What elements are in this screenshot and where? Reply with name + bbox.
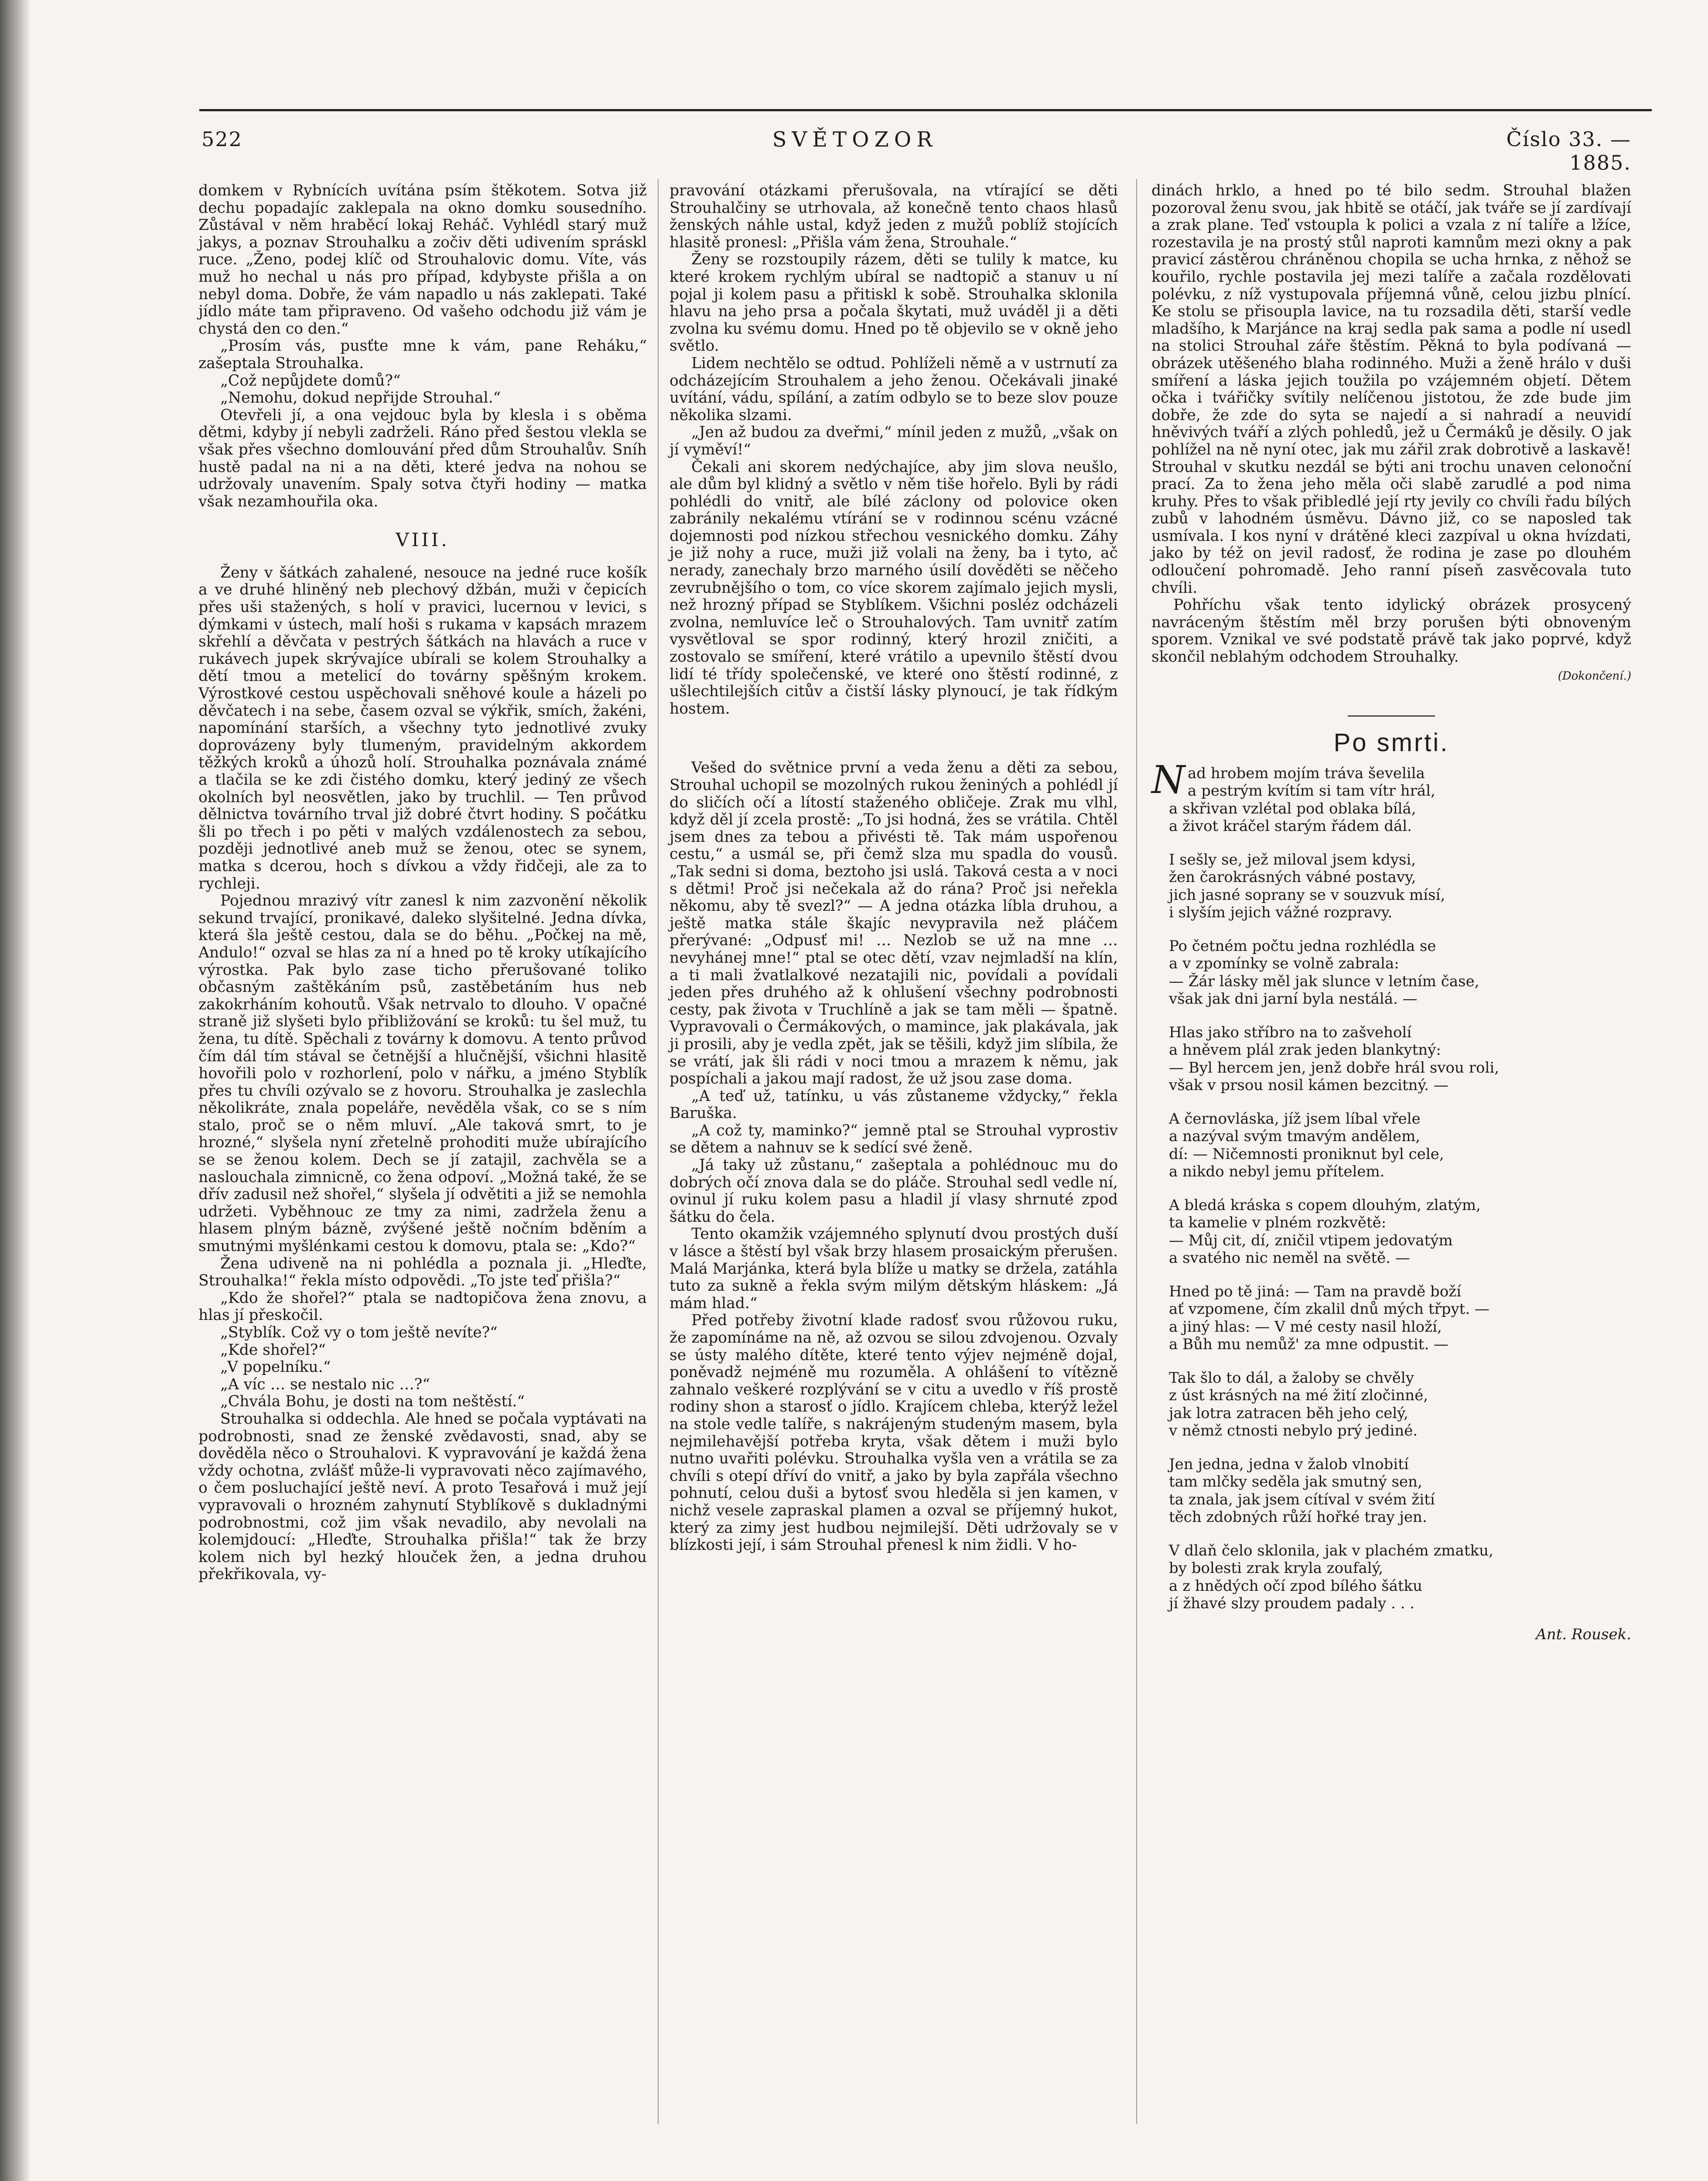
page-number: 522 [202,127,243,151]
paragraph: „Já taky už zůstanu,“ zašeptala a pohlédnouc mu do dobrých očí znova dala se do pláče. Strouhal sedl vedle ní, ovinul jí ruku kolem pasu a hladil jí vlasy shrnuté zpod šátku do čela. [670,1156,1118,1226]
paragraph: „Kde shořel?“ [220,1341,326,1359]
poem-line: Hlas jako stříbro na to zašveholí [1169,1023,1412,1041]
paragraph: Ženy v šátkách zahalené, nesouce na jedné ruce košík a ve druhé hliněný neb plechový džbán, muži v čepicích přes uši stažených, s holí v pravici, lucernou v levici, s dýmkami v ústech, malí hoši s rukama v kapsách mrazem skřehlí a děvčata v pestrých šátkách na hlavách a ruce v rukávech jupek skrývajíce ubírali se kolem Strouhalky a dětí tmou a metelicí do továrny spěšným krokem. Výrostkové cestou uspěchovali sněhové koule a házeli po děvčatech i na sebe, časem ozval se výkřik, smích, žakéni, napomínání starších, a všechny tyto jednotlivé zvuky doprovázeny byly tlumeným, pravidelným akkordem těžkých kroků a úhozů holí. Strouhalka poznávala známé a tlačila se ke zdi čistého domku, který jediný ze všech okolních byl neosvětlen, jako by truchlil. — Ten průvod dělnictva továrního trval již dobré čtvrt hodiny. S počátku šli po třech i po pěti v malých vzdálenostech za sebou, později jednotlivé aneb muž se ženou, otec se synem, matka s dcerou, hoch s dívkou a vždy řidčeji, ale za to rychleji. [198,564,647,892]
column-rule [658,179,659,2124]
paragraph: Čekali ani skorem nedýchajíce, aby jim slova neušlo, ale dům byl klidný a světlo v něm tiše hořelo. Byli by rádi pohlédli do vnitř, ale bílé záclony od polovice oken zabránily nekalému vtírání se v rodinnou scénu vzácné dojemnosti pod nízkou střechou vesnického domku. Záhy je již nohy a ruce, muži již volali na ženy, ba i tyto, ač nerady, zanechaly brzo marného úsilí dověděti se něčeho zevrubnějšího o tom, co více skorem zajímalo jejich mysli, než hrozný případ se Styblíkem. Všichni posléz odcházeli zvolna, nemluvíce leč o Strouhalových. Tam uvnitř zatím vysvětloval se spor rodinný, který hrozil zničiti, a zostovalo se smíření, které vrátilo a upevnilo štěstí dvou lidí té třídy společenské, ve které ono štěstí rodinné, z ušlechtilejších citův a čistší lásky plynoucí, je tak řídkým hostem. [670,458,1118,718]
paragraph: „A což ty, maminko?“ jemně ptal se Strouhal vyprostiv se dětem a nahnuv se k sedící své ženě. [670,1121,1118,1157]
separator-rule [1348,715,1435,717]
poem-line: jí žhavé slzy proudem padaly . . . [1169,1595,1415,1613]
poem-line: a Bůh mu nemůž' za mne odpustit. — [1169,1336,1449,1354]
paragraph: Žena udiveně na ni pohlédla a poznala ji. „Hleďte, Strouhalka!“ řekla místo odpovědi. „To jste teď přišla?“ [198,1255,647,1290]
paragraph: „Prosím vás, pusťte mne k vám, pane Reháku,“ zašeptala Strouhalka. [198,337,647,372]
poem-line: V dlaň čelo sklonila, jak v plachém zmatku, [1169,1542,1493,1559]
journal-title: SVĚTOZOR [772,127,938,152]
poem-stanza [1169,1024,1631,1094]
paragraph: Lidem nechtělo se odtud. Pohlíželi němě a v ustrnutí za odcházejícím Strouhalem a jeho ženou. Očekávali jinaké uvítání, vádu, spílání, a zatím odbylo se to beze slov pouze několika slzami. [670,354,1118,424]
poem-line: A černovláska, jíž jsem líbal vřele [1169,1110,1421,1128]
paragraph: Strouhalka si oddechla. Ale hned se počala vyptávati na podrobnosti, snad ze ženské zvědavosti, snad, aby se dověděla něco o Strouhalovi. K vypravování je každá žena vždy ochotna, zvlášť může-li vypravovati něco zajímavého, o čem posluchající ještě neví. A proto Tesařová i muž její vypravovali o hrozném zahynutí Styblíkově s dukladnými podrobnostmi, což jim však nevadilo, aby nevolali na kolemjdoucí: „Hleďte, Strouhalka přišla!“ tak že brzy kolem nich byl hezký hlouček žen, a jedna druhou překřikovala, vy- [198,1410,647,1583]
paragraph: „A teď už, tatínku, u vás zůstaneme vždycky,“ řekla Baruška. [670,1087,1118,1122]
paragraph: „Nemohu, dokud nepřijde Strouhal.“ [220,389,501,407]
poem [1151,757,1631,1644]
paragraph: „Kdo že shořel?“ ptala se nadtopičova žena znovu, a hlas jí přeskočil. [198,1289,647,1324]
poem-line: by bolesti zrak kryla zoufalý, [1169,1559,1383,1577]
poem-line: i slyším jejich vážné rozpravy. [1169,904,1393,922]
poem-line: a skřivan vzlétal pod oblaka bílá, [1169,800,1416,817]
issue-info: Číslo 33. — 1885. [1506,127,1631,174]
poem-stanza [1169,1196,1631,1267]
column-1 [198,182,647,1583]
poem-line: v němž ctnosti nebylo prý jediné. [1169,1422,1418,1440]
poem-line: a život kráčel starým řádem dál. [1169,817,1412,835]
paragraph: Před potřeby životní klade radosť svou růžovou ruku, že zapomínáme na ně, až ozvou se silou zdvojenou. Ozvaly se ústy malého dítěte, které tento výjev nejméně dojal, poněvadž nejméně mu rozuměla. A ohlášení to vítězně zahnalo veškeré rozplývání se v citu a uvedlo v říš prostě rodiny shon a starosť o jídlo. Krajícem chleba, kterýž ležel na stole vedle talíře, s nakrájeným studeným masem, byla neјmilehavější potřeba kryta, však dětem i muži bylo nutno uvařiti polévku. Strouhalka vyšla ven a vrátila se za chvíli s otepí dříví do vnitř, a jako by byla zapřála všechno pohnutí, celou duši a bytosť svou hleděla si jen kamen, v nichž vesele zapraskal plamen a ozval se příjemný hukot, který za zimy jest hudbou nejmilejší. Děti udržovaly se v blízkosti její, i sám Strouhal přenesl k nim židli. V ho- [670,1312,1118,1554]
poem-line: ta znala, jak jsem cítíval v svém žití [1169,1490,1435,1508]
poem-line: z úst krásných na mé žití zločinné, [1169,1387,1428,1405]
poem-line: dí: — Ničemnosti proniknut byl cele, [1169,1145,1444,1163]
poem-line: ta kamelie v plném rozkvětě: [1169,1214,1387,1232]
poem-line: těch zdobných růží hořké tray jen. [1169,1508,1427,1526]
paragraph: Pojednou mrazivý vítr zanesl k nim zazvonění několik sekund trvající, pronikavé, daleko slyšitelné. Jedna dívka, která šla ještě cestou, dala se do běhu. „Počkej na mě, Andulo!“ ozval se hlas za ní a hned po tě kroky utíkajícího výrostka. Pak bylo zase ticho přerušované toliko občasným zaštěkáním psů, zastěbetáním hus neb zakokrháním kohoutů. Však netrvalo to dlouho. V opačné straně již slyšeti bylo přibližování se kroků: tu šel muž, tu žena, tu dítě. Spěchali z továrny k domovu. A tento průvod čím dál tím stával se četnější a hlučnější, všichni hlasitě hovořili polo v rozhorlení, polo v nářku, a jméno Styblík přes tu chvíli ozývalo se z hovoru. Strouhalka je zaslechla několikráte, znala popeláře, nevěděla však, co se s ním stalo, proč se o něm mluví. „Ale taková smrt, to je hrozné,“ slyšela nyní zřetelně prohoditi muže ubírajícího se se ženou kolem. Dech se jí zatajil, zachvěla se a naslouchala zimnicně, co žena odpoví. „Možná také, že se dřív zadusil než shořel,“ slyšela jí odvětiti a již se nemohla udržeti. Vyběhnouc ze tmy za nimi, zadržela ženu a hlasem plným bázně, zvýšené ještě nočním bděním a smutnými myšlénkami cestou k domovu, ptala se: „Kdo?“ [198,892,647,1255]
poem-line: však jak dni jarní byla nestálá. — [1169,990,1418,1008]
section-heading: VIII. [396,529,450,551]
poem-line: jak lotra zatracen běh jeho celý, [1169,1404,1408,1422]
poem-stanza [1169,1542,1631,1613]
poem-stanza [1169,1283,1631,1354]
paragraph: pravování otázkami přerušovala, na vtírající se děti Strouhalčiny se utrhovala, až konečně tento chaos hlasů ženských náhle ustal, když jeden z mužů poblíž stojících hlasitě pronesl: „Přišla vám žena, Strouhale.“ [670,182,1118,251]
header-rule [199,109,1652,111]
poem-title: Po smrti. [1333,728,1449,757]
paragraph: Pohříchu však tento idylický obrázek prosycený navráceným štěstím měl brzy porušen býti obnoveným sporem. Vznikal ve své podstatě právě tak jako poprvé, když skončil neblahým odchodem Strouhalky. [1151,596,1631,666]
paragraph: domkem v Rybnících uvítána psím štěkotem. Sotva již dechu popadajíc zaklepala na okno domku sousedního. Zůstával v něm hraběcí lokaj Reháč. Vyhlédl starý muž jakys, a poznav Strouhalku a zočiv děti udivením spráskl ruce. „Ženo, podej klíč od Strouhalovic domu. Víte, vás muž ho nechal u nás pro případ, kdybyste přišla a on nebyl doma. Dobře, že vám napadlo u nás zaklepati. Také jídlo máte tam připraveno. Od vašeho odchodu již vám je chystá den co den.“ [198,182,647,338]
poem-author: Ant. Rousek. [1536,1625,1631,1643]
poem-line: a hněvem plál zrak jeden blankytný: [1169,1041,1441,1059]
continuation-note: (Dokončení.) [1558,669,1631,683]
poem-line: žen čarokrásných vábné postavy, [1169,868,1416,886]
poem-stanza [1169,1110,1631,1181]
poem-line: A bledá kráska s copem dlouhým, zlatým, [1169,1196,1481,1214]
poem-line: a nikdo nebyl jemu přítelem. [1169,1163,1385,1181]
poem-line: I sešly se, jež miloval jsem kdysi, [1169,851,1416,868]
column-rule [1136,179,1137,2124]
poem-stanza [1169,1456,1631,1526]
poem-line: a svatého nic neměl na světě. — [1169,1249,1410,1267]
column-3 [1151,182,1631,1643]
poem-line: — Můj cit, dí, zničil vtipem jedovatým [1169,1231,1453,1249]
paragraph: „A víc … se nestalo nic …?“ [220,1375,430,1393]
poem-stanza [1169,851,1631,922]
poem-line: ad hrobem mojím tráva ševelila [1188,764,1425,782]
drop-cap: N [1151,757,1185,802]
poem-line: tam mlčky seděla jak smutný sen, [1169,1473,1422,1491]
poem-line: jich jasné soprany se v souzvuk mísí, [1169,886,1445,904]
poem-line: Tak šlo to dál, a žaloby se chvěly [1169,1369,1414,1387]
column-2 [670,182,1118,1554]
paragraph: Ženy se rozstoupily rázem, děti se tulily k matce, ku které krokem rychlým ubíral se nadtopič a stanuv u ní pojal ji kolem pasu a přitiskl k sobě. Strouhalka sklonila hlavu na jeho prsa a počala škytati, muž uváděl ji a děti zvolna ku svému domu. Hned po tě objevilo se v okně jeho světlo. [670,251,1118,355]
poem-stanza [1169,937,1631,1008]
poem-line: a pestrým kvítím si tam vítr hrál, [1188,782,1435,800]
poem-line: — Byl hercem jen, jenž dobře hrál svou roli, [1169,1059,1500,1077]
poem-line: ať vzpomene, čím zkalil dnů mých třpyt. — [1169,1300,1490,1318]
poem-line: Po četném počtu jedna rozhlédla se [1169,937,1436,955]
poem-line: a nazýval svým tmavým andělem, [1169,1128,1421,1145]
binding-shadow [0,0,31,2181]
paragraph: „Jen až budou za dveřmi,“ mínil jeden z mužů, „však on jí vyměví!“ [670,424,1118,458]
paragraph: Tento okamžik vzájemného splynutí dvou prostých duší v lásce a štěstí byl však brzy hlasem prosaickým přerušen. Malá Marjánka, která byla blíže u matky se držela, zatáhla tuto za sukně a řekla svým milým dětským hláskem: „Já mám hlad.“ [670,1225,1118,1312]
poem-stanza [1169,1369,1631,1440]
poem-line: a v zpomínky se volně zabrala: [1169,955,1399,973]
poem-line: a jiný hlas: — V mé cesty nasil hloží, [1169,1318,1442,1336]
paragraph: „Styblík. Což vy o tom ještě nevíte?“ [220,1324,498,1341]
poem-stanza [1151,757,1631,835]
poem-line: Jen jedna, jedna v žalob vlnobití [1169,1455,1409,1473]
paragraph: dinách hrklo, a hned po té bilo sedm. Strouhal blažen pozoroval ženu svou, jak hbitě se otáčí, jak tváře se jí zardívají a zrak plane. Teď vstoupla k polici a vzala z ní talíře a lžíce, rozestavila je na prostý stůl naproti kamnům mezi okny a pak pravicí zástěrou chráněnou chopila se ucha hrnka, z něhož se kouřilo, rychle postavila jej mezi talíře a začala rozdělovati polévku, z níž vystupovala příjemná vůně, celou jizbu plnící. Ke stolu se přisoupla lavice, na tu rozsadila děti, starší vedle mladšího, k Marjánce na kraj sedla pak sama a podle ní usedl na stolici Strouhal záře štěstím. Pěkná to byla podívaná — obrázek utěšeného blaha rodinného. Muži a ženě hrálo v duši smíření a láska jejich toužila po vzájemném objetí. Dětem očka i tvářičky svítily nelíčenou jistotou, že zde bude jim dobře, že zde do syta se najedí a si nahradí a neuvidí hněvivých tváří a zlých pohledů, jež u Čermáků je děsily. O jak pohlížel na ně nyní otec, jak mu zářil zrak dobrotivě a laskavě! Strouhal v skutku nezdál se býti ani trochu unaven celonoční prací. Za to žena jeho měla oči slabě zarudlé a pod nima kruhy. Přes to však přibledlé její rty jevily co chvíli řadu bílých zubů v lahodném úsměvu. Dávno již, co se naposled tak usmívala. I kos nyní v drátěné kleci zazpíval u okna hvízdati, jako by též on jevil radosť, že rodina je zase po dlouhém odloučení pohromadě. Jeho ranní píseň zasvěcovala tuto chvíli. [1151,182,1631,597]
paragraph: „Což nepůjdete domů?“ [220,372,401,390]
poem-line: Hned po tě jiná: — Tam na pravdě boží [1169,1282,1462,1300]
paragraph: Vešed do světnice první a veda ženu a děti za sebou, Strouhal uchopil se mozolných rukou ženiných a pohlédl jí do sličích očí a lítostí staženého obličeje. Zrak mu vlhl, když děl jí zcela prostě: „To jsi hodná, žes se vrátila. Chtěl jsem dnes za tebou a přivésti tě. Tak mám uspořenou cestu,“ a usmál se, při čemž slza mu spadla do vousů. „Tak sedni si doma, beztoho jsi uslá. Taková cesta a v noci s dětmi! Proč jsi nečekala až do rána? Proč jsi neřekla někomu, aby tě svezl?“ — A jedna otázka líbla druhou, a ještě matka stále škajíc nevypravila než pláčem přerývané: „Odpusť mi! … Nezlob se už na mne … nevyhánej mne!“ ptal se otec dětí, vzav nejmladší na klín, a ti mali žvatlalkové nezatajili nic, povídali a povídali jeden přes druhého až k ohlušení všechny podrobnosti cesty, pak života v Truchlíně a jak se tam měli — špatně. Vypravovali o Čermákových, o mamince, jak plakávala, jak ji prosili, aby je vedla zpět, jak se těšili, když jim slíbila, že se vrátí, jak šli rádi v noci tmou a mrazem k němu, jak pospíchali a jakou mají radost, že už jsou zase doma. [670,759,1118,1088]
paragraph: „Chvála Bohu, je dosti na tom neštěstí.“ [220,1393,525,1411]
poem-line: však v prsou nosil kámen bezcitný. — [1169,1077,1448,1094]
paragraph: Otevřeli jí, a ona vejdouc byla by klesla i s oběma dětmi, kdyby jí nebyli zadrželi. Ráno před šestou vlekla se však přes všechno domlouvání před dům Strouhalův. Sníh hustě padal na ni a na děti, které jedva na nohou se udržovaly unavením. Spaly sotva čtyři hodiny — matka však nezamhouřila oka. [198,406,647,510]
poem-line: — Žár lásky měl jak slunce v letním čase, [1169,972,1479,990]
poem-line: a z hnědých očí zpod bílého šátku [1169,1577,1423,1595]
paragraph: „V popelníku.“ [220,1358,331,1376]
